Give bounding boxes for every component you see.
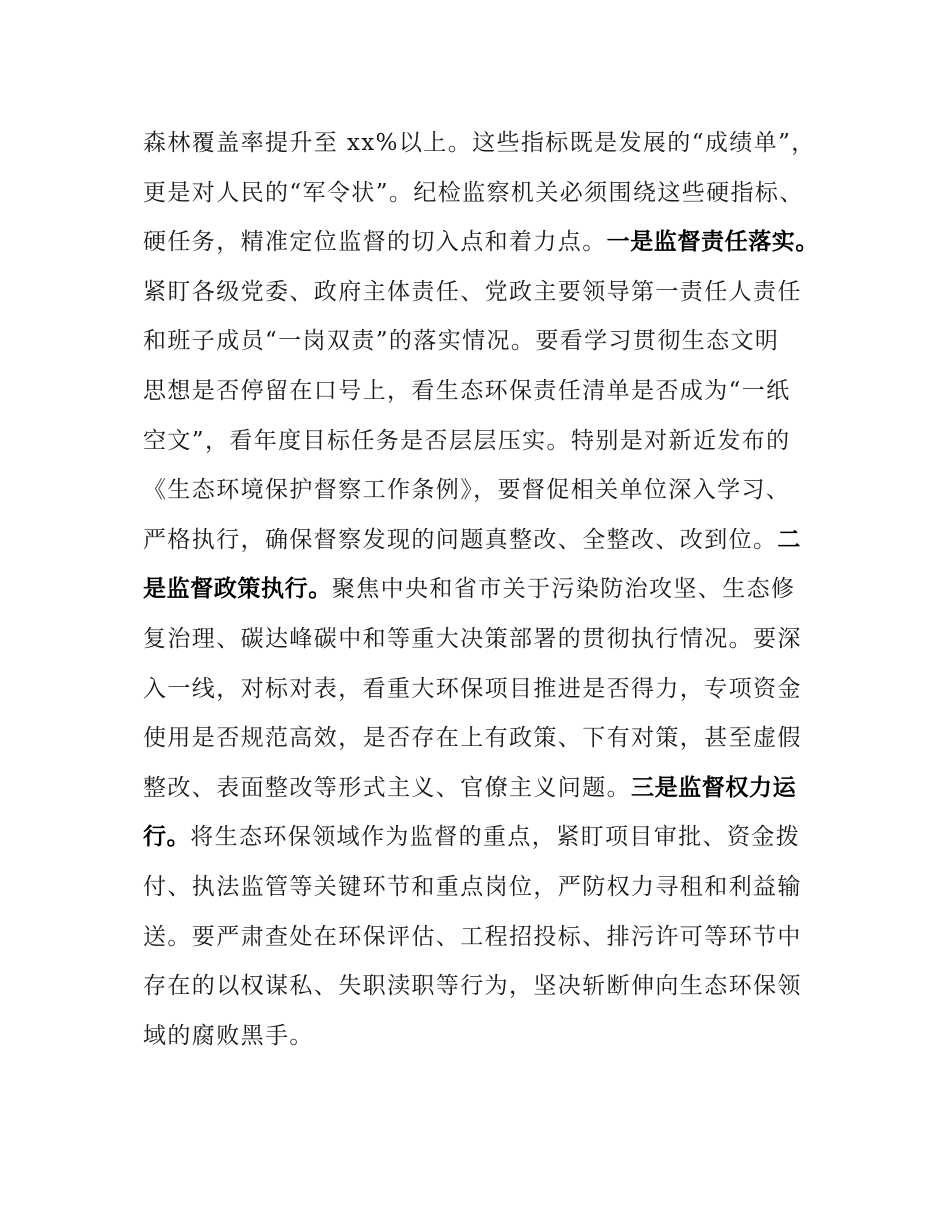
bold-heading-text: 二 (777, 526, 802, 553)
body-text-segment: 更是对人民的“军令状”。纪检监察机关必须围绕这些硬指标、 (143, 179, 804, 206)
body-text-segment: 硬任务，精准定位监督的切入点和着力点。 (143, 229, 607, 256)
text-line (143, 466, 827, 516)
text-line (143, 218, 827, 268)
bold-heading-text: 是监督政策执行。 (143, 576, 332, 603)
body-text-segment: 复治理、碳达峰碳中和等重大决策部署的贯彻执行情况。要深 (143, 625, 802, 652)
body-text-segment: 送。要严肃查处在环保评估、工程招投标、排污许可等环节中 (143, 923, 802, 950)
bold-heading-text: 三是监督权力运 (631, 774, 797, 801)
text-line (143, 665, 827, 715)
body-text-segment: 使用是否规范高效，是否存在上有政策、下有对策，甚至虚假 (143, 725, 802, 752)
body-text-segment: 整改、表面整改等形式主义、官僚主义问题。 (143, 774, 631, 801)
body-text-segment: 入一线，对标对表，看重大环保项目推进是否得力，专项资金 (143, 675, 802, 702)
body-text-segment: 严格执行，确保督察发现的问题真整改、全整改、改到位。 (143, 526, 778, 553)
body-text-segment: 存在的以权谋私、失职渎职等行为，坚决斩断伸向生态环保领 (143, 973, 802, 1000)
text-line (143, 317, 827, 367)
text-line (143, 1012, 827, 1062)
text-line (143, 962, 827, 1012)
text-line (143, 863, 827, 913)
text-line (143, 913, 827, 963)
text-line (143, 417, 827, 467)
text-line (143, 516, 827, 566)
text-line (143, 119, 827, 169)
body-text-segment: 思想是否停留在口号上，看生态环保责任清单是否成为“一纸 (143, 377, 791, 404)
body-text-segment: 空文”，看年度目标任务是否层层压实。特别是对新近发布的 (143, 427, 791, 454)
text-line (143, 764, 827, 814)
body-text-segment: 森林覆盖率提升至 xx%以上。这些指标既是发展的“成绩单”， (143, 130, 816, 156)
body-paragraph (143, 119, 827, 1061)
bold-heading-text: 行。 (143, 824, 191, 851)
body-text-segment: 付、执法监管等关键环节和重点岗位，严防权力寻租和利益输 (143, 873, 802, 900)
text-line (143, 169, 827, 219)
text-line (143, 813, 827, 863)
body-text-segment: 紧盯各级党委、政府主体责任、党政主要领导第一责任人责任 (143, 278, 802, 305)
text-line (143, 268, 827, 318)
body-text-segment: 将生态环保领域作为监督的重点，紧盯项目审批、资金拨 (190, 824, 801, 851)
text-line (143, 367, 827, 417)
body-text-segment: 聚焦中央和省市关于污染防治攻坚、生态修 (331, 576, 796, 603)
body-text-segment: 《生态环境保护督察工作条例》，要督促相关单位深入学习、 (143, 477, 791, 504)
bold-heading-text: 一是监督责任落实。 (606, 229, 820, 256)
body-text-segment: 和班子成员“一岗双责”的落实情况。要看学习贯彻生态文明 (143, 328, 780, 355)
text-line (143, 714, 827, 764)
body-text-segment: 域的腐败黑手。 (143, 1022, 314, 1049)
text-line (143, 615, 827, 665)
text-line (143, 565, 827, 615)
